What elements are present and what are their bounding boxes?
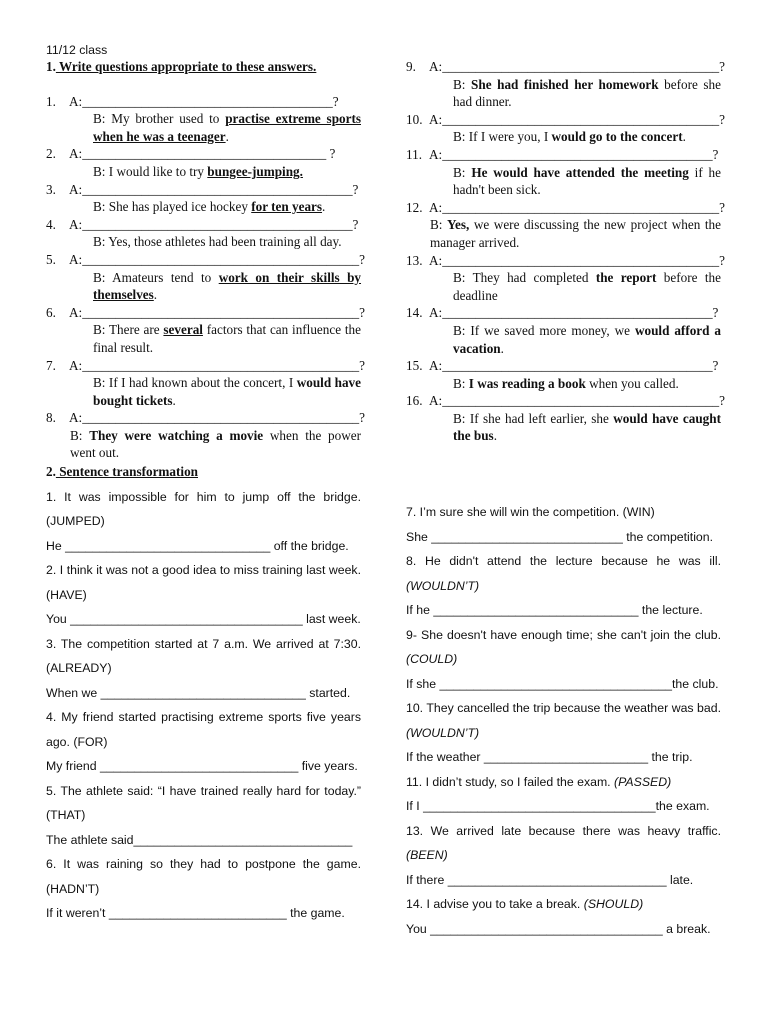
answer-text-tail: before the deadline [453,270,721,303]
answer-text: B: Amateurs tend to [93,269,219,285]
question-number: 3. [46,181,56,197]
question-number: 10. [406,111,423,127]
question-number: 13. [406,252,423,268]
answer-blank[interactable]: A:__________________________________________? [69,304,365,320]
transform-question [406,770,721,795]
answer-blank[interactable]: A:______________________________________? [69,93,339,109]
transform-answer-blank[interactable]: If there ________________________________ late. [406,872,694,887]
transform-question: 6. It was raining so they had to postpone the game. (HADN’T) [46,857,361,896]
transform-keyword: (WOULDN’T) [406,578,480,593]
answer-blank[interactable]: A:__________________________________________? [429,393,725,409]
answer-highlight: practise extreme sports when he was a teenager [93,111,361,144]
answer-text: B: If we saved more money, we [453,322,635,338]
question-item [406,304,721,322]
question-item [46,409,365,427]
answer-text-tail: before she had dinner. [453,76,721,110]
answer-blank[interactable]: A:__________________________________________? [429,252,725,268]
transform-answer-blank[interactable]: The athlete said________________________________ [46,832,353,847]
answer-blank[interactable]: A:__________________________________________? [429,199,725,215]
given-answer [46,233,361,251]
right-column-section2 [406,500,721,941]
answer-text: B: My brother used to [93,111,226,127]
transform-answer-blank[interactable]: If I __________________________________the exam. [406,799,710,813]
answer-text-tail: if he hadn't been sick. [453,164,721,198]
question-number: 5. [46,251,56,267]
question-number: 15. [406,358,423,374]
answer-highlight: would afford a vacation [453,322,722,356]
answer-text: B: She has played ice hockey [93,199,252,215]
answer-text-tail: . [172,392,176,408]
section2-heading [46,463,361,481]
answer-blank[interactable]: A:_________________________________________? [429,358,719,374]
answer-text-tail: when the power went out. [70,427,361,461]
given-answer [406,322,721,357]
question-item [46,145,361,163]
section2-left-list [46,485,361,926]
section2-number: 2. [46,464,56,480]
answer-text: B: There are [93,322,164,338]
answer-text: B: If she had left earlier, she [453,410,614,426]
transform-question-text: 10. They cancelled the trip because the weather was bad. [406,701,721,715]
answer-blank[interactable]: A:__________________________________________? [429,59,725,74]
question-item [406,58,725,76]
given-answer [406,216,721,251]
answer-blank[interactable]: A:__________________________________________? [69,410,365,426]
question-item [46,93,361,111]
answer-text: B: They had completed [453,270,596,286]
given-answer [406,410,721,445]
answer-text: B: [70,427,90,443]
answer-highlight: would go to the concert [551,129,683,145]
transform-question [406,549,721,598]
question-number: 7. [46,357,56,373]
question-item [406,146,721,164]
question-number: 2. [46,146,56,162]
transform-question: 2. I think it was not a good idea to miss training last week. (HAVE) [46,563,361,602]
answer-highlight: He would have attended the meeting [471,164,689,180]
question-item [46,357,365,375]
answer-highlight: bungee-jumping. [207,163,303,179]
answer-text: B: [453,375,469,391]
answer-highlight: She had finished her homework [471,76,659,92]
transform-question-text: 8. He didn't attend the lecture because he was ill. [406,554,721,568]
question-number: 16. [406,393,423,409]
transform-question [406,696,721,745]
answer-blank[interactable]: A:__________________________________________? [69,251,365,267]
question-item [406,357,721,375]
transform-answer-blank[interactable]: You __________________________________ a break. [406,921,711,936]
given-answer [46,198,361,216]
transform-question [406,892,721,917]
answer-blank[interactable]: A:_____________________________________ ? [69,146,336,162]
transform-keyword: (COULD) [406,652,458,666]
answer-text: B: Yes, those athletes had been training all day. [93,234,342,250]
answer-text-tail: . [682,129,686,145]
transform-answer-blank[interactable]: If he ______________________________ the lecture. [406,603,703,617]
answer-text-tail: . [322,199,326,215]
given-answer [406,76,721,111]
answer-text: B: If I had known about the concert, I [93,375,297,391]
answer-blank[interactable]: A:_________________________________________? [429,305,719,321]
answer-highlight: I was reading a book [468,375,586,391]
transform-answer-blank[interactable]: You __________________________________ last week. [46,612,361,627]
transform-question-text: 9- She doesn't have enough time; she can't join the club. [406,627,721,642]
section1-left-list [46,93,365,462]
answer-text-tail: . [153,287,158,303]
answer-highlight: the report [595,270,657,286]
answer-text: B: [453,76,472,92]
transform-answer-blank[interactable]: He ______________________________ off the bridge. [46,538,349,553]
answer-highlight: would have bought tickets [93,375,361,408]
answer-blank[interactable]: A:_________________________________________? [69,216,359,232]
given-answer [406,269,721,304]
transform-question: 3. The competition started at 7 a.m. We arrived at 7:30. (ALREADY) [46,636,361,676]
given-answer [46,427,361,462]
given-answer [406,375,721,393]
section1-number: 1. [46,59,56,74]
section2-right-list [406,500,721,941]
section2-title: Sentence transformation [55,464,198,480]
given-answer [46,269,361,304]
answer-blank[interactable]: A:_________________________________________? [429,146,719,162]
section1-heading [46,58,361,76]
given-answer [46,321,361,356]
answer-highlight: several [163,322,203,338]
transform-question: 1. It was impossible for him to jump off the bridge. (JUMPED) [46,489,361,529]
question-item [46,251,365,269]
transform-question [406,623,721,672]
class-label: 11/12 class [46,43,108,57]
question-item [406,252,725,270]
answer-text: B: [453,164,472,180]
question-item [46,304,365,322]
transform-question: 4. My friend started practising extreme sports five years ago. (FOR) [46,710,361,749]
answer-highlight: would have caught the bus [453,410,721,444]
transform-question-text: 14. I advise you to take a break. [406,897,584,911]
transform-question-text: 11. I didn’t study, so I failed the exam. [406,774,615,789]
left-column [46,42,365,926]
transform-answer-blank[interactable]: If the weather ________________________ the trip. [406,750,693,764]
answer-blank[interactable]: A:__________________________________________? [429,111,725,127]
given-answer [406,128,721,146]
transform-answer-blank[interactable]: When we ______________________________ started. [46,685,351,700]
right-column [406,58,725,445]
question-number: 9. [406,59,416,74]
transform-answer-blank[interactable]: If she __________________________________the club. [406,676,719,691]
transform-keyword: (WOULDN’T) [406,725,480,740]
answer-text-tail: factors that can influence the final result. [93,322,361,355]
answer-highlight: work on their skills by themselves [93,269,362,303]
answer-text: B: If I were you, I [453,129,552,145]
transform-question: 7. I’m sure she will win the competition. (WIN) [406,505,655,519]
question-item [406,111,725,129]
section1-title: Write questions appropriate to these answers. [55,59,317,74]
question-number: 14. [406,305,423,321]
given-answer [46,374,361,409]
transform-keyword: (SHOULD) [583,897,644,911]
question-number: 8. [46,410,56,426]
answer-blank[interactable]: A:_________________________________________? [69,181,359,197]
question-number: 11. [406,146,422,162]
transform-answer-blank[interactable]: My friend _____________________________ five years. [46,759,358,774]
answer-text-tail: . [493,428,497,444]
answer-highlight: They were watching a movie [89,427,264,443]
transform-keyword: (PASSED) [614,774,672,789]
question-number: 4. [46,216,56,232]
answer-text: B: [430,217,447,233]
transform-answer-blank[interactable]: If it weren’t __________________________ the game. [46,906,345,921]
transform-question: 5. The athlete said: “I have trained really hard for today.” (THAT) [46,783,361,823]
answer-highlight: Yes, [447,217,470,233]
answer-blank[interactable]: A:__________________________________________? [69,357,365,373]
answer-text-tail: we were discussing the new project when the manager arrived. [430,217,721,250]
question-item [406,392,725,410]
transform-answer-blank[interactable]: She ____________________________ the competition. [406,529,714,544]
question-number: 6. [46,304,56,320]
question-number: 12. [406,199,423,215]
answer-highlight: for ten years [251,199,323,215]
given-answer [46,110,361,145]
section1-right-list [406,58,725,445]
question-item [46,216,361,234]
answer-text-tail: . [225,128,229,144]
question-item [46,181,361,199]
transform-question-text: 13. We arrived late because there was heavy traffic. [406,823,721,838]
answer-text: B: I would like to try [93,163,208,179]
transform-question [406,819,721,868]
transform-keyword: (BEEN) [406,848,448,862]
given-answer [46,163,361,181]
answer-text-tail: . [500,340,504,356]
question-number: 1. [46,93,56,109]
question-item [406,199,725,217]
answer-text-tail: when you called. [585,375,679,391]
given-answer [406,164,721,199]
